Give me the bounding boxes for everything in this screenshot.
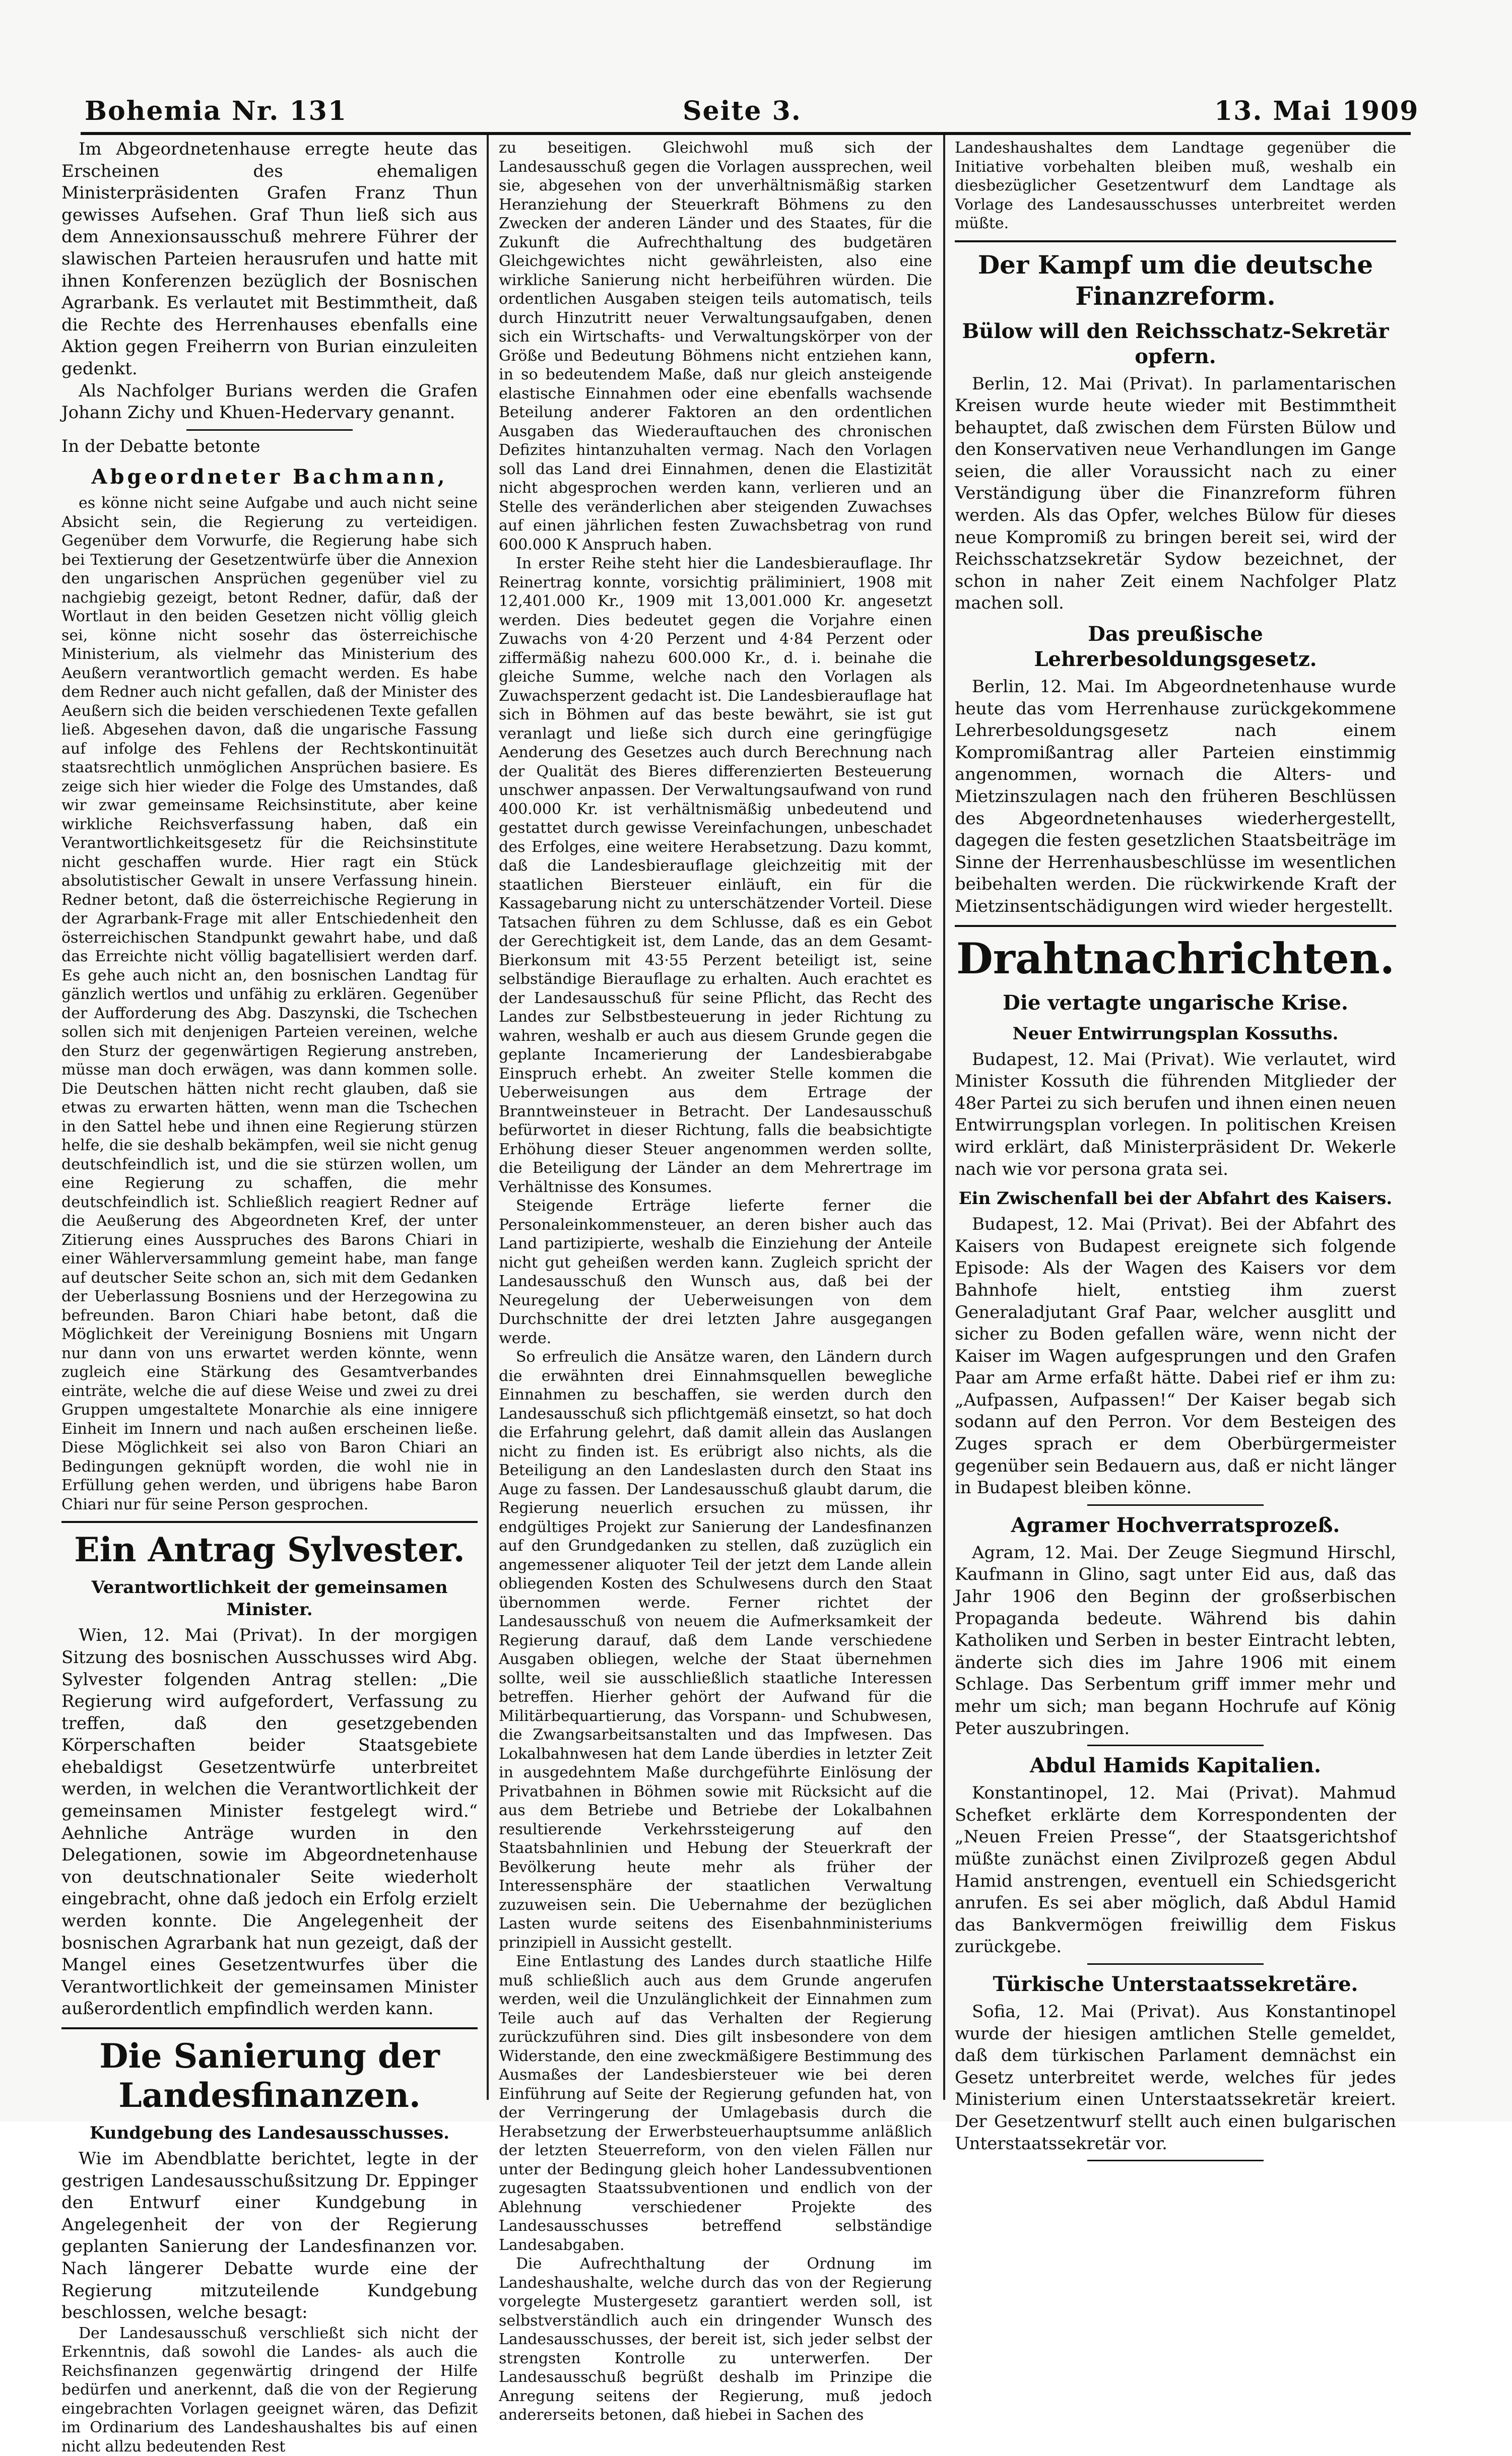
masthead-issue: Bohemia Nr. 131: [85, 96, 348, 126]
header-rule: [81, 132, 1411, 135]
paragraph: Berlin, 12. Mai (Privat). In parlamentarischen Kreisen wurde heute wieder mit Bestimmtheit behauptet, daß zwischen dem Fürsten Bülow und den Konservativen neue Verhandlungen im Gange seien, die aller Voraussicht nach zu einer Verständigung über die Finanzreform führen werden. Als das Opfer, welches Bülow für dieses neue Kompromiß zu bringen bereit sei, wird der Reichsschatzsekretär Sydow bezeichnet, der schon in naher Zeit einem Nachfolger Platz machen soll.: [955, 373, 1396, 614]
page-number: Seite 3.: [683, 96, 802, 126]
article-headline: Der Kampf um die deutsche Finanzreform.: [977, 249, 1373, 311]
article-subhead: Neuer Entwirrungsplan Kossuths.: [1012, 1023, 1339, 1044]
paragraph: es könne nicht seine Aufgabe und auch nicht seine Absicht sein, die Regierung zu verteidigen. Gegenüber dem Vorwurfe, die Regierung habe sich bei Textierung der Gesetzentwürfe über die Annexion den ungarischen Ansprüchen gegenüber viel zu nachgiebig gezeigt, betont Redner, dafür, daß der Wortlaut in den beiden Gesetzen nicht völlig gleich sei, könne nicht sosehr das österreichische Ministerium, als vielmehr das Ministerium des Aeußern verantwortlich gemacht werden. Es habe dem Redner auch nicht gefallen, daß der Minister des Aeußern sich die beiden verschiedenen Texte gefallen ließ. Abgesehen davon, daß die ungarische Fassung auf infolge des Fehlens der Rechtskontinuität staatsrechtlich unmöglichen Ansprüchen basiere. Es zeige sich hier wieder die Folge des Umstandes, daß wir zwar gemeinsame Reichsinstitute, aber keine wirkliche Reichsverfassung haben, daß ein Verantwortlichkeitsgesetz für die Reichsinstitute nicht geschaffen wurde. Hier ragt ein Stück absolutistischer Gewalt in unsere Verfassung hinein. Redner betont, daß die österreichische Regierung in der Agrarbank-Frage mit aller Entschiedenheit den österreichischen Standpunkt gewahrt habe, und daß das Erreichte nicht völlig bagatellisiert werden darf. Es gehe auch nicht an, den bosnischen Landtag für gänzlich wertlos und unfähig zu erklären. Gegenüber der Aufforderung des Abg. Daszynski, die Tschechen sollen sich mit denjenigen Parteien vereinen, welche den Sturz der gegenwärtigen Regierung anstreben, müsse man doch erwägen, was dann kommen solle. Die Deutschen hätten nicht recht glauben, daß sie etwas zu erwarten hätten, wenn man die Tschechen in den Sattel hebe und ihnen eine Regierung stürzen helfe, die sie deshalb bekämpfen, weil sie nicht genug deutschfeindlich ist, und die sie stürzen wollen, um eine Regierung zu schaffen, die mehr deutschfeindlich ist. Schließlich reagiert Redner auf die Aeußerung des Abgeordneten Kref, der unter Zitierung eines Ausspruches des Barons Chiari in einer Wählerversammlung gemeint habe, man fange auf deutscher Seite schon an, sich mit dem Gedanken der Ueberlassung Bosniens und der Herzegowina zu befreunden. Baron Chiari habe betont, daß die Möglichkeit der Vereinigung Bosniens mit Ungarn nur dann von uns erwartet werden könnte, wenn zugleich eine Stärkung des Gesamtverbandes einträte, welche die auf diese Weise und zwei zu drei Gruppen umgestaltete Monarchie als eine innigere Einheit im Innern und nach außen erscheinen ließe. Diese Möglichkeit sei also von Baron Chiari an Bedingungen geknüpft worden, die wohl nie in Erfüllung gehen werden, und übrigens habe Baron Chiari nur für seine Person gesprochen.: [61, 494, 478, 1513]
paragraph: Sofia, 12. Mai (Privat). Aus Konstantinopel wurde der hiesigen amtlichen Stelle gemeldet, daß dem türkischen Parlament demnächst ein Gesetz unterbreitet werde, welches für jedes Ministerium einen Unterstaatssekretär kreiert. Der Gesetzentwurf stellt auch einen bulgarischen Unterstaatssekretär vor.: [955, 2001, 1396, 2154]
article-subhead: Verantwortlichkeit der gemeinsamen Minister.: [91, 1577, 448, 1620]
short-rule: [186, 429, 353, 431]
article-headline: Die vertagte ungarische Krise.: [1003, 990, 1348, 1015]
section-heading: Abgeordneter Bachmann,: [91, 465, 448, 489]
paragraph: Wien, 12. Mai (Privat). In der morgigen Sitzung des bosnischen Ausschusses wird Abg. Sylvester folgenden Antrag stellen: „Die Regierung wird aufgefordert, Verfassung zu treffen, daß den gesetzgebenden Körperschaften beider Staatsgebiete ehebaldigst Gesetzentwürfe unterbreitet werden, in welchen die Verantwortlichkeit der gemeinsamen Minister festgelegt wird.“ Aehnliche Anträge wurden in den Delegationen, sowie im Abgeordnetenhause von deutschnationaler Seite wiederholt eingebracht, ohne daß jedoch ein Erfolg erzielt werden konnte. Die Angelegenheit der bosnischen Agrarbank hat nun gezeigt, daß der Mangel eines Gesetzentwurfes über die Verantwortlichkeit der gemeinsamen Minister außerordentlich empfindlich werden kann.: [61, 1625, 478, 2019]
article-headline: Agramer Hochverratsprozeß.: [1011, 1513, 1340, 1537]
column-rule-2: [943, 135, 945, 2100]
short-rule: [1087, 1963, 1264, 1965]
article-subhead: Bülow will den Reichsschatz-Sekretär opfern.: [962, 319, 1389, 368]
paragraph: In erster Reihe steht hier die Landesbierauflage. Ihr Reinertrag konnte, vorsichtig präliminiert, 1908 mit 12,401.000 Kr., 1909 mit 13,001.000 Kr. angesetzt werden. Dies bedeutet gegen die Vorjahre einen Zuwachs von 4·20 Perzent und 4·84 Perzent oder ziffermäßig nahezu 600.000 Kr., d. i. beinahe die gleiche Summe, welche nach den Vorlagen als Zuwachsperzent gedacht ist. Die Landesbierauflage hat sich in Böhmen auf das beste bewährt, sie ist gut veranlagt und ließe sich durch eine geringfügige Aenderung des Gesetzes auch durch Berechnung nach der Qualität des Bieres differenzierten Besteuerung unschwer anpassen. Der Verwaltungsaufwand von rund 400.000 Kr. ist verhältnismäßig unbedeutend und gestattet durch gewisse Vereinfachungen, unbeschadet des Erfolges, eine weitere Herabsetzung. Dazu kommt, daß die Landesbierauflage gleichzeitig mit der staatlichen Biersteuer einläuft, ein für die Kassagebarung nicht zu unterschätzender Vorteil. Diese Tatsachen führen zu dem Schlusse, daß es ein Gebot der Gerechtigkeit ist, dem Lande, das an dem Gesamt-Bierkonsum mit 43·55 Perzent beteiligt ist, seine selbständige Bierauflage zu erhalten. Auch erachtet es der Landesausschuß für seine Pflicht, das Recht des Landes zur Selbstbesteuerung in jeder Richtung zu wahren, weshalb er auch aus diesem Grunde gegen die geplante Incamerierung der Landesbierabgabe Einspruch erhebt. An zweiter Stelle kommen die Ueberweisungen aus dem Ertrage der Branntweinsteuer in Betracht. Der Landesausschuß befürwortet in dieser Richtung, falls die beabsichtigte Erhöhung dieser Steuer angenommen werden sollte, die Beteiligung der Länder an dem Mehrertrage im Verhältnisse des Konsumes.: [499, 555, 932, 1196]
article-headline: Die Sanierung der Landesfinanzen.: [99, 2036, 440, 2115]
column-rule-1: [487, 135, 489, 2100]
short-rule: [1087, 2160, 1264, 2161]
paragraph: Als Nachfolger Burians werden die Grafen Johann Zichy und Khuen-Hedervary genannt.: [61, 380, 478, 423]
paragraph: Agram, 12. Mai. Der Zeuge Siegmund Hirschl, Kaufmann in Glino, sagt unter Eid aus, daß das Jahr 1906 den Beginn der großserbischen Propaganda bedeute. Während bis dahin Katholiken und Serben in bester Eintracht lebten, änderte sich dies im Jahre 1906 mit einem Schlage. Das Serbentum griff immer mehr und mehr um sich; man begann Hochrufe auf König Peter auszubringen.: [955, 1542, 1396, 1739]
paragraph: Steigende Erträge lieferte ferner die Personaleinkommensteuer, an deren bisher auch das Land partizipierte, weshalb die Einziehung der Anteile nicht gut geheißen werden kann. Zugleich spricht der Landesausschuß den Wunsch aus, daß bei der Neuregelung der Ueberweisungen von dem Durchschnitte der drei letzten Jahre ausgegangen werde.: [499, 1197, 932, 1347]
paragraph: Die Aufrechthaltung der Ordnung im Landeshaushalte, welche durch das von der Regierung vorgelegte Mustergesetz garantiert werden soll, ist selbstverständlich auch ein dringender Wunsch des Landesausschusses, der bereit ist, sich jeder selbst der strengsten Kontrolle zu unterwerfen. Der Landesausschuß begrüßt deshalb im Prinzipe die Anregung seitens der Regierung, muß jedoch andererseits betonen, daß hiebei in Sachen des: [499, 2255, 932, 2424]
paragraph: Konstantinopel, 12. Mai (Privat). Mahmud Schefket erklärte dem Korrespondenten der „Neuen Freien Presse“, der Staatsgerichtshof müßte zunächst einen Zivilprozeß gegen Abdul Hamid anstrengen, eventuell ein Schiedsgericht anrufen. Es sei aber möglich, daß Abdul Hamid das Bankvermögen freiwillig dem Fiskus zurückgebe.: [955, 1783, 1396, 1957]
paragraph: Berlin, 12. Mai. Im Abgeordnetenhause wurde heute das vom Herrenhause zurückgekommene Lehrerbesoldungsgesetz nach einem Kompromißantrag aller Parteien einstimmig angenommen, wornach die Alters- und Mietzinszulagen nach den früheren Beschlüssen des Abgeordnetenhauses wiederhergestellt, dagegen die festen gesetzlichen Staatsbeiträge im Sinne der Herrenhausbeschlüsse im wesentlichen beibehalten werden. Die rückwirkende Kraft der Mietzinsentschädigungen wird wieder hergestellt.: [955, 677, 1396, 916]
paragraph: zu beseitigen. Gleichwohl muß sich der Landesausschuß gegen die Vorlagen aussprechen, weil sie, abgesehen von der unverhältnismäßig starken Heranziehung der Steuerkraft Böhmens zu den Zwecken der anderen Länder und des Staates, für die Zukunft die Aufrechthaltung des budgetären Gleichgewichtes nicht gewährleisten, also eine wirkliche Sanierung nicht herbeiführen würden. Die ordentlichen Ausgaben steigen teils automatisch, teils durch Hinzutritt neuer Verwaltungsaufgaben, denen sich ein Wirtschafts- und Verwaltungskörper von der Größe und Bedeutung Böhmens nicht entziehen kann, in so bedeutendem Maße, daß nur gleich ansteigende elastische Einnahmen oder eine ebenfalls wachsende Beteilung anderer Faktoren an den ordentlichen Ausgaben das Wiederauftauchen des chronischen Defizites hintanzuhalten vermag. Nach den Vorlagen soll das Land drei Einnahmen, denen die Elastizität nicht abgesprochen werden kann, verlieren und an Stelle des veränderlichen aber steigenden Zuwachses auf einen jährlichen festen Zuwachsbetrag von rund 600.000 K Anspruch haben.: [499, 139, 932, 554]
section-rule: [955, 925, 1396, 927]
section-rule: [955, 240, 1396, 242]
article-headline: Abdul Hamids Kapitalien.: [1030, 1754, 1321, 1778]
issue-date: 13. Mai 1909: [1214, 96, 1419, 126]
article-headline: Ein Antrag Sylvester.: [74, 1530, 465, 1570]
section-rule: [61, 2027, 478, 2029]
section-rule: [61, 1521, 478, 1523]
column-3: [955, 139, 1396, 2154]
paragraph: Wie im Abendblatte berichtet, legte in der gestrigen Landesausschußsitzung Dr. Eppinger den Entwurf einer Kundgebung in Angelegenheit der von der Regierung geplanten Sanierung der Landesfinanzen vor. Nach längerer Debatte wurde eine der Regierung mitzuteilende Kundgebung beschlossen, welche besagt:: [61, 2149, 478, 2323]
column-1: [61, 139, 478, 2455]
article-headline: Türkische Unterstaatssekretäre.: [993, 1972, 1358, 1996]
paragraph: Eine Entlastung des Landes durch staatliche Hilfe muß schließlich auch aus dem Grunde angerufen werden, weil die Unzulänglichkeit der Einnahmen zum Teile auch auf das Verhalten der Regierung zurückzuführen sind. Dies gilt insbesondere von dem Widerstande, den eine zweckmäßigere Bestimmung des Ausmaßes der Landesbiersteuer wie bei deren Einführung auf Seite der Regierung gefunden hat, von der Verringerung der Umlagebasis durch die Herabsetzung der Erwerbsteuerhauptsumme anläßlich der letzten Steuerreform, von den vielen Fällen nur unter der Bedingung gleich hoher Landessubventionen zugesagten Staatssubventionen und endlich von der Ablehnung verschiedener Projekte des Landesausschusses betreffend selbständige Landesabgaben.: [499, 1953, 932, 2254]
paragraph: Budapest, 12. Mai (Privat). Bei der Abfahrt des Kaisers von Budapest ereignete sich folgende Episode: Als der Wagen des Kaisers vor dem Bahnhofe hielt, entstieg ihm zuerst Generaladjutant Graf Paar, welcher ausglitt und sicher zu Boden gefallen wäre, wenn nicht der Kaiser im Wagen aufgesprungen und den Grafen Paar am Arme erfaßt hätte. Dabei rief er ihm zu: „Aufpassen, Aufpassen!“ Der Kaiser begab sich sodann auf den Perron. Vor dem Besteigen des Zuges sprach er dem Oberbürgermeister gegenüber sein Bedauern aus, daß er nicht länger in Budapest bleiben könne.: [955, 1214, 1396, 1498]
paragraph: Budapest, 12. Mai (Privat). Wie verlautet, wird Minister Kossuth die führenden Mitglieder der 48er Partei zu sich berufen und ihnen einen neuen Entwirrungsplan vorlegen. In politischen Kreisen wird erklärt, daß Ministerpräsident Dr. Wekerle nach wie vor persona grata sei.: [955, 1049, 1396, 1179]
column-2: [499, 139, 932, 2424]
article-headline: Ein Zwischenfall bei der Abfahrt des Kaisers.: [958, 1188, 1393, 1209]
article-headline: Das preußische Lehrerbesoldungsgesetz.: [1034, 622, 1317, 672]
paragraph: Im Abgeordnetenhause erregte heute das Erscheinen des ehemaligen Ministerpräsidenten Grafen Franz Thun gewisses Aufsehen. Graf Thun ließ sich aus dem Annexionsausschuß mehrere Führer der slawischen Parteien herausrufen und hatte mit ihnen Konferenzen bezüglich der Bosnischen Agrarbank. Es verlautet mit Bestimmtheit, daß die Rechte des Herrenhauses ebenfalls eine Aktion gegen Freiherrn von Burian einzuleiten gedenkt.: [61, 139, 478, 379]
paragraph: Landeshaushaltes dem Landtage gegenüber die Initiative vorbehalten bleiben muß, weshalb ein diesbezüglicher Gesetzentwurf dem Landtage als Vorlage des Landesausschusses unterbreitet werden müßte.: [955, 139, 1396, 232]
section-title: Drahtnachrichten.: [956, 933, 1395, 983]
debate-intro: In der Debatte betonte: [61, 436, 260, 456]
short-rule: [1087, 1504, 1264, 1506]
short-rule: [1087, 1745, 1264, 1746]
paragraph: So erfreulich die Ansätze waren, den Ländern durch die erwähnten drei Einnahmsquellen bewegliche Einnahmen zu beschaffen, sie werden durch den Landesausschuß sich pflichtgemäß einsetzt, so hat doch die Erfahrung gelehrt, daß damit allein das Auslangen nicht zu finden ist. Es erübrigt also nichts, als die Beteiligung an den Landeslasten durch den Staat ins Auge zu fassen. Der Landesausschuß glaubt darum, die Regierung neuerlich ersuchen zu müssen, ihr endgültiges Projekt zur Sanierung der Landesfinanzen auf den Grundgedanken zu stellen, daß zuzüglich ein angemessener aliquoter Teil der jetzt dem Lande allein obliegenden Kosten des Schulwesens durch den Staat übernommen werde. Ferner richtet der Landesausschuß von neuem die Aufmerksamkeit der Regierung darauf, daß dem Lande verschiedene Ausgaben obliegen, welche der Staat übernehmen sollte, weil sie ausschließlich staatliche Interessen betreffen. Hierher gehört der Aufwand für die Militärbequartierung, das Vorspann- und Schubwesen, die Zwangsarbeitsanstalten und das Impfwesen. Das Lokalbahnwesen hat dem Lande überdies in letzter Zeit in ausgedehntem Maße durchgeführte Einlösung der Privatbahnen in Böhmen sowie mit Rücksicht auf die aus dem Betriebe und Betriebe der Lokalbahnen resultierende Verkehrssteigerung auf den Staatsbahnlinien und Hebung der Steuerkraft der Bevölkerung heute mehr als früher der Interessensphäre der staatlichen Verwaltung zuzuweisen sein. Die Uebernahme der bezüglichen Lasten wurde seitens des Eisenbahnministeriums prinzipiell in Aussicht gestellt.: [499, 1348, 932, 1952]
paragraph: Der Landesausschuß verschließt sich nicht der Erkenntnis, daß sowohl die Landes- als auch die Reichsfinanzen gegenwärtig dringend der Hilfe bedürfen und anerkennt, daß die von der Regierung eingebrachten Vorlagen geeignet wären, das Defizit im Ordinarium des Landeshaushaltes bis auf einen nicht allzu bedeutenden Rest: [61, 2324, 478, 2455]
article-subhead: Kundgebung des Landesausschusses.: [90, 2123, 449, 2143]
